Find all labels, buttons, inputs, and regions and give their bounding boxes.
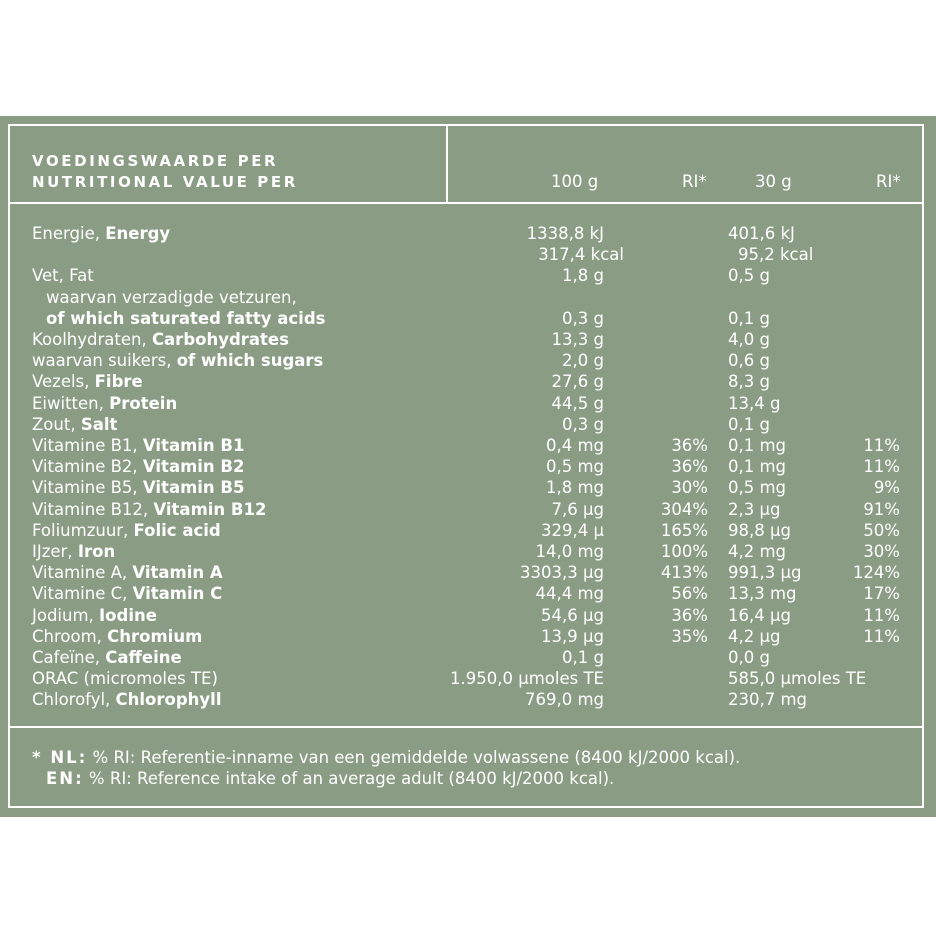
ri-per-100g: 165% <box>660 520 708 540</box>
value-per-100g: 769,0 mg <box>524 690 604 710</box>
value-per-100g: 27,6 g <box>551 372 604 392</box>
nutrient-name-nl: ORAC (micromoles TE) <box>32 669 218 689</box>
value-per-100g: 44,4 mg <box>535 584 604 604</box>
ri-per-100g: 30% <box>671 478 708 498</box>
nutrient-name-en: Vitamin B5 <box>142 478 245 498</box>
nutrient-name <box>46 287 297 308</box>
value-per-100g: 1,8 g <box>562 266 604 286</box>
nutrient-name-nl: IJzer, <box>32 542 78 561</box>
nutrient-name-nl: Eiwitten, <box>32 393 110 413</box>
nutrient-name-nl: Energie, <box>32 224 106 243</box>
ri-per-30g: 9% <box>873 478 900 498</box>
value-per-30g: 0,1 mg <box>728 457 787 477</box>
table-row <box>10 562 922 583</box>
nutrient-name <box>32 477 244 498</box>
column-header-30g: 30 g <box>755 172 792 191</box>
value-per-30g: 230,7 mg <box>728 690 808 710</box>
ri-per-100g: 36% <box>671 436 708 455</box>
table-row <box>10 456 922 477</box>
value-per-30g: 16,4 µg <box>728 605 791 625</box>
nutrient-name-nl: Vet, Fat <box>32 266 94 286</box>
nutrient-name-en: Iodine <box>99 605 157 625</box>
value-per-30g: 13,3 mg <box>728 584 797 604</box>
nutrition-panel <box>0 116 936 817</box>
value-per-100g: 1338,8 kJ <box>526 224 604 243</box>
nutrient-name <box>32 520 221 541</box>
ri-per-30g: 11% <box>863 457 900 477</box>
header-title-nl: VOEDINGSWAARDE PER <box>32 152 279 170</box>
nutrient-name <box>32 541 115 562</box>
nutrient-name <box>32 223 170 244</box>
nutrient-name-en: Vitamin C <box>132 584 223 604</box>
nutrient-name-nl: Chlorofyl, <box>32 690 116 710</box>
value-per-100g: 7,6 µg <box>551 499 604 519</box>
value-per-100g: 329,4 µ <box>541 520 604 540</box>
column-header-100g: 100 g <box>551 172 599 191</box>
ri-per-100g: 36% <box>671 605 708 625</box>
ri-per-30g: 17% <box>863 584 900 604</box>
ri-per-30g: 124% <box>852 563 900 583</box>
column-header-ri-100g: RI* <box>682 172 707 191</box>
nutrient-name-en: Fibre <box>94 372 143 392</box>
nutrient-name <box>32 393 177 414</box>
value-per-30g: 0,5 mg <box>728 478 787 498</box>
nutrient-name-nl: Zout, <box>32 414 81 434</box>
nutrient-name-en: Folic acid <box>133 520 221 540</box>
table-row <box>10 689 922 710</box>
table-row <box>10 308 922 329</box>
table-row <box>10 668 922 689</box>
nutrient-name-en: Caffeine <box>105 648 182 667</box>
nutrient-name-en: Chlorophyll <box>115 690 222 710</box>
table-row <box>10 371 922 392</box>
value-per-100g: 0,3 g <box>562 308 604 328</box>
value-per-100g: 0,5 mg <box>545 457 604 477</box>
value-per-30g: 98,8 µg <box>728 520 791 540</box>
nutrient-name-nl: Vitamine C, <box>32 584 133 604</box>
nutrient-name-en: Vitamin B1 <box>142 436 245 455</box>
ri-per-30g: 11% <box>863 436 900 455</box>
table-row <box>10 647 922 668</box>
table-row <box>10 350 922 371</box>
value-per-100g: 0,4 mg <box>545 436 604 455</box>
header-divider <box>10 202 922 204</box>
ri-per-100g: 413% <box>660 563 708 583</box>
value-per-100g: 2,0 g <box>562 351 604 371</box>
footnote-divider <box>10 726 922 728</box>
value-per-100g: 0,3 g <box>562 414 604 434</box>
value-per-100g: 317,4 kcal <box>538 245 624 265</box>
footnote-en <box>46 769 614 788</box>
value-per-30g: 0,1 g <box>728 308 770 328</box>
table-row <box>10 541 922 562</box>
nutrient-name <box>32 605 157 626</box>
ri-per-30g: 11% <box>863 605 900 625</box>
value-per-100g: 3303,3 µg <box>520 563 604 583</box>
table-row <box>10 626 922 647</box>
value-per-30g: 401,6 kJ <box>728 224 795 243</box>
table-row <box>10 265 922 286</box>
ri-per-100g: 36% <box>671 457 708 477</box>
ri-per-30g: 91% <box>863 499 900 519</box>
ri-per-30g: 50% <box>863 520 900 540</box>
nutrient-name-en: Iron <box>77 542 116 561</box>
nutrition-table <box>8 124 924 808</box>
nutrient-name <box>32 435 244 456</box>
value-per-100g: 13,9 µg <box>541 626 604 646</box>
nutrient-name-en: Protein <box>109 393 178 413</box>
nutrient-name <box>32 647 182 668</box>
nutrient-name-nl: Vitamine B1, <box>32 436 143 455</box>
nutrient-name <box>32 329 289 350</box>
nutrient-name-nl: Vezels, <box>32 372 95 392</box>
nutrient-name-en: Energy <box>105 224 171 243</box>
table-row <box>10 287 922 308</box>
nutrient-name-nl: Vitamine B12, <box>32 499 154 519</box>
table-row <box>10 329 922 350</box>
nutrient-name-en: Vitamin B12 <box>153 499 267 519</box>
nutrient-name <box>32 562 223 583</box>
value-per-30g: 95,2 kcal <box>738 245 814 265</box>
value-per-100g: 54,6 µg <box>541 605 604 625</box>
nutrient-name-nl: Chroom, <box>32 626 108 646</box>
nutrient-name <box>32 371 143 392</box>
footnote-nl <box>32 748 740 767</box>
value-per-30g: 4,0 g <box>728 330 770 349</box>
value-per-100g: 14,0 mg <box>535 542 604 561</box>
nutrient-name <box>32 626 202 647</box>
header-divider-vertical <box>446 126 448 202</box>
nutrient-name-en: Chromium <box>107 626 203 646</box>
nutrient-name-en: Carbohydrates <box>151 330 289 349</box>
nutrient-name-en: Vitamin B2 <box>142 457 245 477</box>
nutrient-name-nl: waarvan suikers, <box>32 351 177 371</box>
value-per-100g: 44,5 g <box>551 393 604 413</box>
table-row <box>10 414 922 435</box>
nutrient-name-nl: waarvan verzadigde vetzuren, <box>46 287 297 307</box>
nutrient-name-nl: Foliumzuur, <box>32 520 134 540</box>
table-row <box>10 583 922 604</box>
value-per-30g: 13,4 g <box>728 393 781 413</box>
value-per-30g: 0,1 g <box>728 414 770 434</box>
value-per-30g: 0,1 mg <box>728 436 787 455</box>
ri-per-100g: 100% <box>660 542 708 561</box>
value-per-100g: 1,8 mg <box>545 478 604 498</box>
nutrient-name-en: Vitamin A <box>132 563 223 583</box>
value-per-30g: 585,0 µmoles TE <box>728 669 867 689</box>
nutrient-name <box>32 499 266 520</box>
ri-per-30g: 30% <box>863 542 900 561</box>
nutrient-name <box>32 583 222 604</box>
ri-per-30g: 11% <box>863 626 900 646</box>
nutrient-name <box>32 350 323 371</box>
table-row <box>10 244 922 265</box>
nutrient-name-nl: Koolhydraten, <box>32 330 152 349</box>
table-row <box>10 435 922 456</box>
header-title-en: NUTRITIONAL VALUE PER <box>32 173 298 191</box>
nutrient-name <box>32 668 218 689</box>
value-per-100g: 0,1 g <box>562 648 604 667</box>
value-per-30g: 8,3 g <box>728 372 770 392</box>
table-row <box>10 223 922 244</box>
nutrient-name <box>32 414 117 435</box>
nutrient-name-nl: Cafeïne, <box>32 648 106 667</box>
nutrient-name-nl: Vitamine A, <box>32 563 133 583</box>
nutrient-name-nl: Jodium, <box>32 605 100 625</box>
table-row <box>10 520 922 541</box>
table-row <box>10 477 922 498</box>
nutrient-name <box>32 265 94 286</box>
table-row <box>10 393 922 414</box>
nutrient-name <box>32 456 244 477</box>
nutrient-name-en: Salt <box>80 414 118 434</box>
ri-per-100g: 304% <box>660 499 708 519</box>
footnote-nl-text: % RI: Referentie-inname van een gemiddelde volwassene (8400 kJ/2000 kcal). <box>87 748 741 767</box>
footnote-nl-label: * NL: <box>32 748 88 767</box>
value-per-100g: 13,3 g <box>551 330 604 349</box>
nutrient-name-en: of which saturated fatty acids <box>46 308 326 328</box>
value-per-30g: 0,6 g <box>728 351 770 371</box>
ri-per-100g: 35% <box>671 626 708 646</box>
footnote-en-text: % RI: Reference intake of an average adult (8400 kJ/2000 kcal). <box>83 769 615 788</box>
value-per-30g: 4,2 µg <box>728 626 781 646</box>
footnote-en-label: EN: <box>46 769 84 788</box>
nutrient-name <box>46 308 325 329</box>
column-header-ri-30g: RI* <box>876 172 901 191</box>
nutrient-name-en: of which sugars <box>176 351 324 371</box>
value-per-30g: 0,0 g <box>728 648 770 667</box>
table-row <box>10 605 922 626</box>
nutrient-name <box>32 689 221 710</box>
value-per-30g: 2,3 µg <box>728 499 781 519</box>
table-row <box>10 499 922 520</box>
nutrient-name-nl: Vitamine B5, <box>32 478 143 498</box>
value-per-30g: 4,2 mg <box>728 542 787 561</box>
value-per-30g: 0,5 g <box>728 266 770 286</box>
value-per-100g: 1.950,0 µmoles TE <box>450 669 604 689</box>
value-per-30g: 991,3 µg <box>728 563 802 583</box>
nutrient-name-nl: Vitamine B2, <box>32 457 143 477</box>
ri-per-100g: 56% <box>671 584 708 604</box>
